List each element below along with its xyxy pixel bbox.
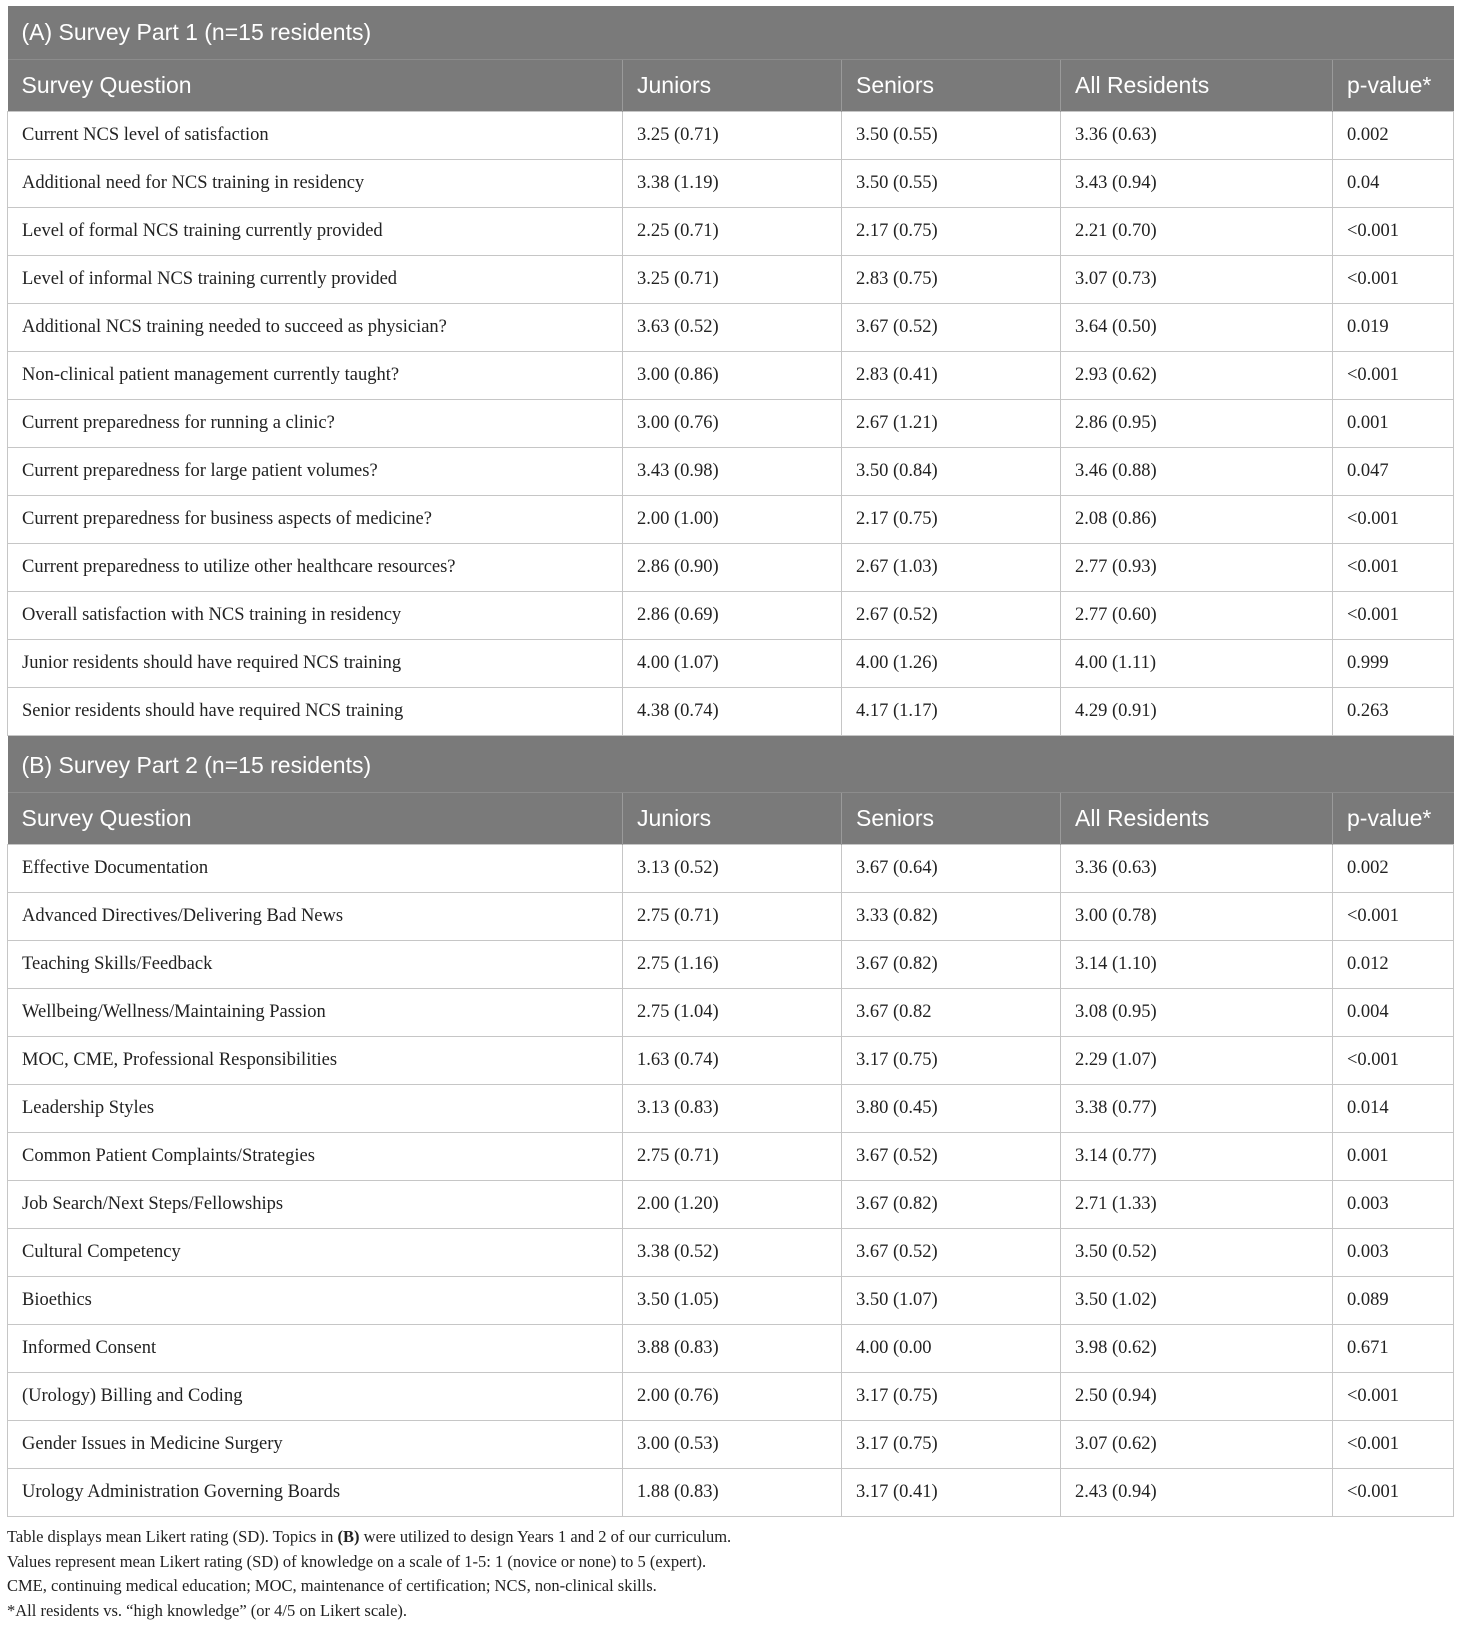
juniors-cell: 2.86 (0.90) xyxy=(623,544,842,592)
part-2-title: (B) Survey Part 2 (n=15 residents) xyxy=(8,739,1454,793)
question-cell: Additional need for NCS training in residency xyxy=(8,160,623,208)
p-value-cell: 0.004 xyxy=(1333,989,1454,1037)
all-residents-cell: 3.14 (0.77) xyxy=(1061,1133,1333,1181)
table-row xyxy=(8,893,1454,941)
table-row xyxy=(8,941,1454,989)
juniors-cell: 2.75 (0.71) xyxy=(623,893,842,941)
seniors-cell: 3.33 (0.82) xyxy=(842,893,1061,941)
p-value-cell: 0.047 xyxy=(1333,448,1454,496)
all-residents-cell: 3.46 (0.88) xyxy=(1061,448,1333,496)
juniors-cell: 3.00 (0.53) xyxy=(623,1421,842,1469)
table-row xyxy=(8,400,1454,448)
table-row xyxy=(8,1421,1454,1469)
juniors-cell: 3.50 (1.05) xyxy=(623,1277,842,1325)
p-value-cell: <0.001 xyxy=(1333,1373,1454,1421)
table-row xyxy=(8,640,1454,688)
all-residents-cell: 2.77 (0.93) xyxy=(1061,544,1333,592)
all-residents-cell: 3.07 (0.62) xyxy=(1061,1421,1333,1469)
table-row xyxy=(8,256,1454,304)
seniors-cell: 2.17 (0.75) xyxy=(842,496,1061,544)
juniors-cell: 2.75 (1.04) xyxy=(623,989,842,1037)
seniors-cell: 2.67 (1.21) xyxy=(842,400,1061,448)
survey-table xyxy=(7,6,1454,1517)
seniors-cell: 3.17 (0.75) xyxy=(842,1421,1061,1469)
p-value-cell: 0.089 xyxy=(1333,1277,1454,1325)
question-cell: Non-clinical patient management currently taught? xyxy=(8,352,623,400)
footnote-1 xyxy=(7,1525,1453,1550)
table-row xyxy=(8,1085,1454,1133)
col-header-seniors: Seniors xyxy=(842,793,1061,845)
all-residents-cell: 3.38 (0.77) xyxy=(1061,1085,1333,1133)
seniors-cell: 3.17 (0.75) xyxy=(842,1373,1061,1421)
juniors-cell: 1.88 (0.83) xyxy=(623,1469,842,1517)
question-cell: Overall satisfaction with NCS training in residency xyxy=(8,592,623,640)
survey-results-page xyxy=(7,6,1453,1623)
all-residents-cell: 3.64 (0.50) xyxy=(1061,304,1333,352)
table-row xyxy=(8,1181,1454,1229)
p-value-cell: 0.012 xyxy=(1333,941,1454,989)
seniors-cell: 3.50 (0.84) xyxy=(842,448,1061,496)
table-row xyxy=(8,1469,1454,1517)
juniors-cell: 3.38 (1.19) xyxy=(623,160,842,208)
seniors-cell: 2.67 (1.03) xyxy=(842,544,1061,592)
footnote-2: Values represent mean Likert rating (SD) of knowledge on a scale of 1-5: 1 (novice or none) to 5 (expert). xyxy=(7,1551,707,1571)
column-header-row xyxy=(8,60,1454,112)
all-residents-cell: 3.43 (0.94) xyxy=(1061,160,1333,208)
col-header-p-value: p-value* xyxy=(1333,793,1454,845)
juniors-cell: 3.38 (0.52) xyxy=(623,1229,842,1277)
p-value-cell: 0.002 xyxy=(1333,845,1454,893)
all-residents-cell: 4.00 (1.11) xyxy=(1061,640,1333,688)
seniors-cell: 2.83 (0.41) xyxy=(842,352,1061,400)
question-cell: Teaching Skills/Feedback xyxy=(8,941,623,989)
seniors-cell: 3.50 (0.55) xyxy=(842,160,1061,208)
juniors-cell: 2.25 (0.71) xyxy=(623,208,842,256)
all-residents-cell: 2.50 (0.94) xyxy=(1061,1373,1333,1421)
juniors-cell: 3.25 (0.71) xyxy=(623,256,842,304)
seniors-cell: 2.83 (0.75) xyxy=(842,256,1061,304)
seniors-cell: 4.00 (0.00 xyxy=(842,1325,1061,1373)
survey-part-2 xyxy=(8,739,1454,1517)
p-value-cell: 0.001 xyxy=(1333,400,1454,448)
question-cell: Current NCS level of satisfaction xyxy=(8,112,623,160)
p-value-cell: <0.001 xyxy=(1333,1469,1454,1517)
seniors-cell: 4.00 (1.26) xyxy=(842,640,1061,688)
seniors-cell: 3.67 (0.64) xyxy=(842,845,1061,893)
p-value-cell: <0.001 xyxy=(1333,208,1454,256)
p-value-cell: 0.019 xyxy=(1333,304,1454,352)
col-header-question: Survey Question xyxy=(8,60,623,112)
all-residents-cell: 2.77 (0.60) xyxy=(1061,592,1333,640)
seniors-cell: 3.50 (1.07) xyxy=(842,1277,1061,1325)
table-row xyxy=(8,304,1454,352)
seniors-cell: 3.50 (0.55) xyxy=(842,112,1061,160)
part-1-title: (A) Survey Part 1 (n=15 residents) xyxy=(8,6,1454,60)
question-cell: Common Patient Complaints/Strategies xyxy=(8,1133,623,1181)
question-cell: Cultural Competency xyxy=(8,1229,623,1277)
question-cell: Advanced Directives/Delivering Bad News xyxy=(8,893,623,941)
p-value-cell: <0.001 xyxy=(1333,1421,1454,1469)
all-residents-cell: 2.21 (0.70) xyxy=(1061,208,1333,256)
question-cell: Gender Issues in Medicine Surgery xyxy=(8,1421,623,1469)
footnote-4: *All residents vs. “high knowledge” (or 4/5 on Likert scale). xyxy=(7,1600,408,1620)
question-cell: (Urology) Billing and Coding xyxy=(8,1373,623,1421)
survey-part-1 xyxy=(8,6,1454,736)
seniors-cell: 3.80 (0.45) xyxy=(842,1085,1061,1133)
question-cell: Wellbeing/Wellness/Maintaining Passion xyxy=(8,989,623,1037)
all-residents-cell: 3.00 (0.78) xyxy=(1061,893,1333,941)
p-value-cell: 0.003 xyxy=(1333,1181,1454,1229)
all-residents-cell: 2.29 (1.07) xyxy=(1061,1037,1333,1085)
footnote-1-bold: (B) xyxy=(337,1527,360,1546)
juniors-cell: 2.00 (0.76) xyxy=(623,1373,842,1421)
all-residents-cell: 3.50 (1.02) xyxy=(1061,1277,1333,1325)
section-title-row xyxy=(8,6,1454,60)
question-cell: MOC, CME, Professional Responsibilities xyxy=(8,1037,623,1085)
all-residents-cell: 4.29 (0.91) xyxy=(1061,688,1333,736)
question-cell: Level of formal NCS training currently provided xyxy=(8,208,623,256)
question-cell: Informed Consent xyxy=(8,1325,623,1373)
table-row xyxy=(8,989,1454,1037)
p-value-cell: 0.001 xyxy=(1333,1133,1454,1181)
col-header-juniors: Juniors xyxy=(623,793,842,845)
question-cell: Current preparedness for large patient volumes? xyxy=(8,448,623,496)
seniors-cell: 3.67 (0.52) xyxy=(842,1229,1061,1277)
all-residents-cell: 3.36 (0.63) xyxy=(1061,845,1333,893)
p-value-cell: <0.001 xyxy=(1333,592,1454,640)
question-cell: Junior residents should have required NCS training xyxy=(8,640,623,688)
seniors-cell: 3.67 (0.82) xyxy=(842,941,1061,989)
juniors-cell: 3.43 (0.98) xyxy=(623,448,842,496)
juniors-cell: 2.75 (0.71) xyxy=(623,1133,842,1181)
question-cell: Job Search/Next Steps/Fellowships xyxy=(8,1181,623,1229)
col-header-all-residents: All Residents xyxy=(1061,793,1333,845)
table-row xyxy=(8,1037,1454,1085)
p-value-cell: 0.999 xyxy=(1333,640,1454,688)
table-row xyxy=(8,1133,1454,1181)
question-cell: Current preparedness for business aspects of medicine? xyxy=(8,496,623,544)
table-row xyxy=(8,688,1454,736)
table-row xyxy=(8,544,1454,592)
table-row xyxy=(8,448,1454,496)
question-cell: Current preparedness to utilize other healthcare resources? xyxy=(8,544,623,592)
p-value-cell: <0.001 xyxy=(1333,544,1454,592)
col-header-juniors: Juniors xyxy=(623,60,842,112)
table-row xyxy=(8,112,1454,160)
table-footnotes xyxy=(7,1525,1453,1623)
juniors-cell: 4.00 (1.07) xyxy=(623,640,842,688)
seniors-cell: 3.67 (0.52) xyxy=(842,1133,1061,1181)
p-value-cell: 0.003 xyxy=(1333,1229,1454,1277)
section-title-row xyxy=(8,739,1454,793)
seniors-cell: 3.67 (0.82 xyxy=(842,989,1061,1037)
juniors-cell: 3.13 (0.52) xyxy=(623,845,842,893)
all-residents-cell: 2.43 (0.94) xyxy=(1061,1469,1333,1517)
seniors-cell: 3.17 (0.41) xyxy=(842,1469,1061,1517)
all-residents-cell: 3.98 (0.62) xyxy=(1061,1325,1333,1373)
juniors-cell: 3.88 (0.83) xyxy=(623,1325,842,1373)
all-residents-cell: 2.93 (0.62) xyxy=(1061,352,1333,400)
col-header-question: Survey Question xyxy=(8,793,623,845)
column-header-row xyxy=(8,793,1454,845)
table-row xyxy=(8,1229,1454,1277)
all-residents-cell: 3.14 (1.10) xyxy=(1061,941,1333,989)
all-residents-cell: 3.36 (0.63) xyxy=(1061,112,1333,160)
footnote-1-post: were utilized to design Years 1 and 2 of our curriculum. xyxy=(359,1527,732,1546)
juniors-cell: 2.00 (1.00) xyxy=(623,496,842,544)
seniors-cell: 3.17 (0.75) xyxy=(842,1037,1061,1085)
question-cell: Current preparedness for running a clinic? xyxy=(8,400,623,448)
all-residents-cell: 3.07 (0.73) xyxy=(1061,256,1333,304)
p-value-cell: 0.002 xyxy=(1333,112,1454,160)
question-cell: Effective Documentation xyxy=(8,845,623,893)
all-residents-cell: 2.08 (0.86) xyxy=(1061,496,1333,544)
all-residents-cell: 3.08 (0.95) xyxy=(1061,989,1333,1037)
question-cell: Leadership Styles xyxy=(8,1085,623,1133)
table-row xyxy=(8,352,1454,400)
p-value-cell: <0.001 xyxy=(1333,256,1454,304)
seniors-cell: 3.67 (0.52) xyxy=(842,304,1061,352)
table-row xyxy=(8,496,1454,544)
table-row xyxy=(8,1373,1454,1421)
juniors-cell: 2.86 (0.69) xyxy=(623,592,842,640)
juniors-cell: 2.00 (1.20) xyxy=(623,1181,842,1229)
juniors-cell: 3.63 (0.52) xyxy=(623,304,842,352)
all-residents-cell: 2.71 (1.33) xyxy=(1061,1181,1333,1229)
p-value-cell: <0.001 xyxy=(1333,496,1454,544)
question-cell: Urology Administration Governing Boards xyxy=(8,1469,623,1517)
all-residents-cell: 3.50 (0.52) xyxy=(1061,1229,1333,1277)
table-row xyxy=(8,1325,1454,1373)
col-header-seniors: Seniors xyxy=(842,60,1061,112)
p-value-cell: <0.001 xyxy=(1333,1037,1454,1085)
table-row xyxy=(8,1277,1454,1325)
col-header-p-value: p-value* xyxy=(1333,60,1454,112)
seniors-cell: 4.17 (1.17) xyxy=(842,688,1061,736)
juniors-cell: 3.00 (0.76) xyxy=(623,400,842,448)
p-value-cell: 0.04 xyxy=(1333,160,1454,208)
footnote-1-pre: Table displays mean Likert rating (SD). Topics in xyxy=(7,1527,338,1546)
table-row xyxy=(8,160,1454,208)
juniors-cell: 4.38 (0.74) xyxy=(623,688,842,736)
p-value-cell: <0.001 xyxy=(1333,352,1454,400)
p-value-cell: <0.001 xyxy=(1333,893,1454,941)
seniors-cell: 3.67 (0.82) xyxy=(842,1181,1061,1229)
p-value-cell: 0.263 xyxy=(1333,688,1454,736)
question-cell: Bioethics xyxy=(8,1277,623,1325)
footnote-3: CME, continuing medical education; MOC, maintenance of certification; NCS, non-clinical skills. xyxy=(7,1576,657,1595)
p-value-cell: 0.014 xyxy=(1333,1085,1454,1133)
col-header-all-residents: All Residents xyxy=(1061,60,1333,112)
question-cell: Additional NCS training needed to succeed as physician? xyxy=(8,304,623,352)
table-row xyxy=(8,208,1454,256)
question-cell: Level of informal NCS training currently provided xyxy=(8,256,623,304)
seniors-cell: 2.17 (0.75) xyxy=(842,208,1061,256)
table-row xyxy=(8,845,1454,893)
juniors-cell: 3.25 (0.71) xyxy=(623,112,842,160)
seniors-cell: 2.67 (0.52) xyxy=(842,592,1061,640)
juniors-cell: 1.63 (0.74) xyxy=(623,1037,842,1085)
juniors-cell: 2.75 (1.16) xyxy=(623,941,842,989)
juniors-cell: 3.13 (0.83) xyxy=(623,1085,842,1133)
p-value-cell: 0.671 xyxy=(1333,1325,1454,1373)
juniors-cell: 3.00 (0.86) xyxy=(623,352,842,400)
all-residents-cell: 2.86 (0.95) xyxy=(1061,400,1333,448)
question-cell: Senior residents should have required NCS training xyxy=(8,688,623,736)
table-row xyxy=(8,592,1454,640)
